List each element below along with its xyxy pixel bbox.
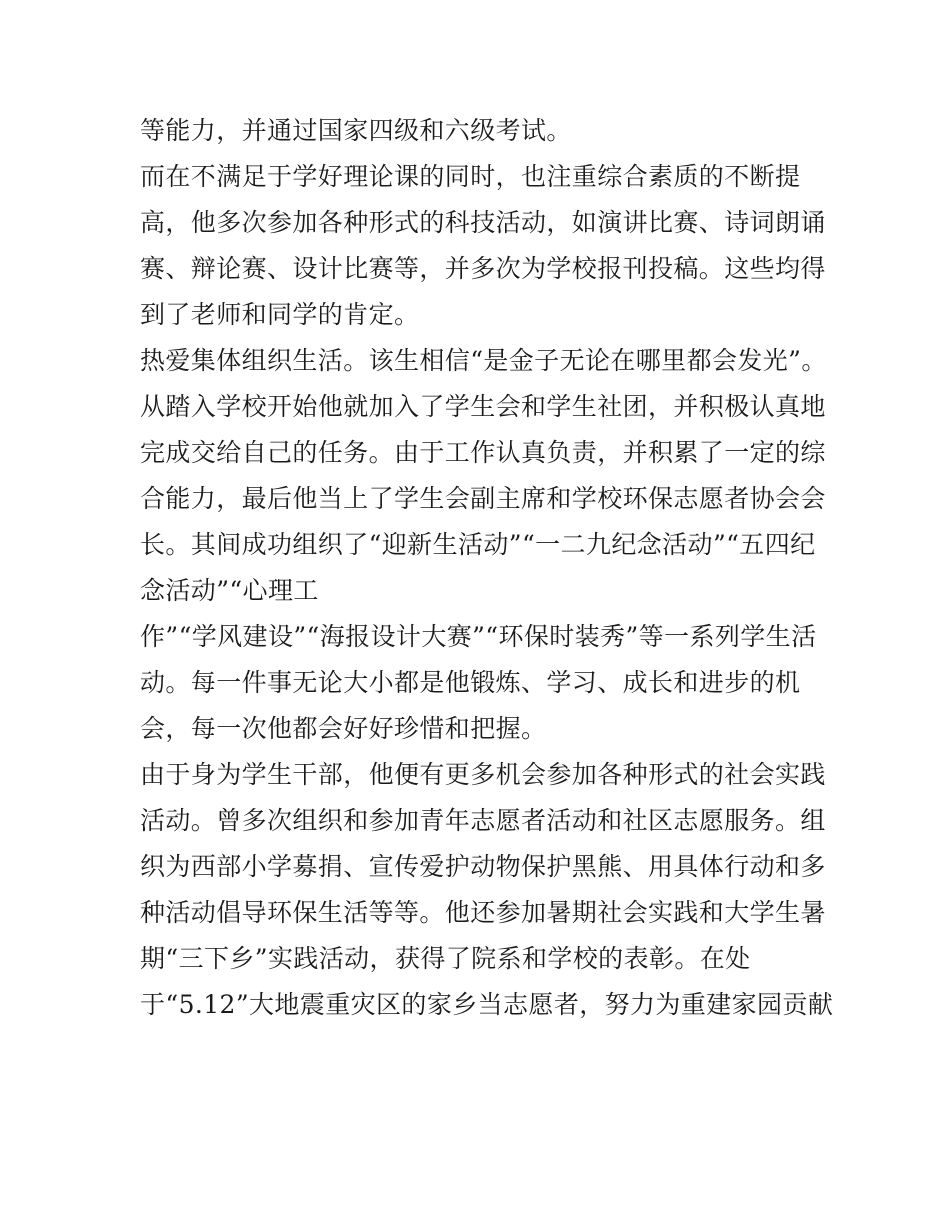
body-text [140,108,834,1028]
text-line: 合能力，最后他当上了学生会副主席和学校环保志愿者协会会 [140,484,826,513]
text-line: 高，他多次参加各种形式的科技活动，如演讲比赛、诗词朗诵 [140,208,826,237]
text-line: 从踏入学校开始他就加入了学生会和学生社团，并积极认真地 [140,392,826,421]
text-line: 会，每一次他都会好好珍惜和把握。 [140,714,547,743]
text-line: 动。每一件事无论大小都是他锻炼、学习、成长和进步的机 [140,668,801,697]
text-line: 种活动倡导环保生活等等。他还参加暑期社会实践和大学生暑 [140,898,826,927]
text-line: 作”“学风建设”“海报设计大赛”“环保时装秀”等一系列学生活 [140,622,817,651]
text-line: 长。其间成功组织了“迎新生活动”“一二九纪念活动”“五四纪 [140,530,816,559]
text-line: 热爱集体组织生活。该生相信“是金子无论在哪里都会发光”。 [140,346,827,375]
text-line: 念活动”“心理工 [140,576,319,605]
text-line: 织为西部小学募捐、宣传爱护动物保护黑熊、用具体行动和多 [140,852,826,881]
text-line: 由于身为学生干部，他便有更多机会参加各种形式的社会实践 [140,760,826,789]
text-line: 完成交给自己的任务。由于工作认真负责，并积累了一定的综 [140,438,826,467]
text-line: 赛、辩论赛、设计比赛等，并多次为学校报刊投稿。这些均得 [140,254,826,283]
text-line: 等能力，并通过国家四级和六级考试。 [140,116,572,145]
text-line: 而在不满足于学好理论课的同时，也注重综合素质的不断提 [140,162,801,191]
text-line: 期“三下乡”实践活动，获得了院系和学校的表彰。在处 [140,944,751,973]
text-line: 到了老师和同学的肯定。 [140,300,420,329]
text-line: 活动。曾多次组织和参加青年志愿者活动和社区志愿服务。组 [140,806,826,835]
text-line: 于“5.12”大地震重灾区的家乡当志愿者，努力为重建家园贡献 [140,990,834,1019]
